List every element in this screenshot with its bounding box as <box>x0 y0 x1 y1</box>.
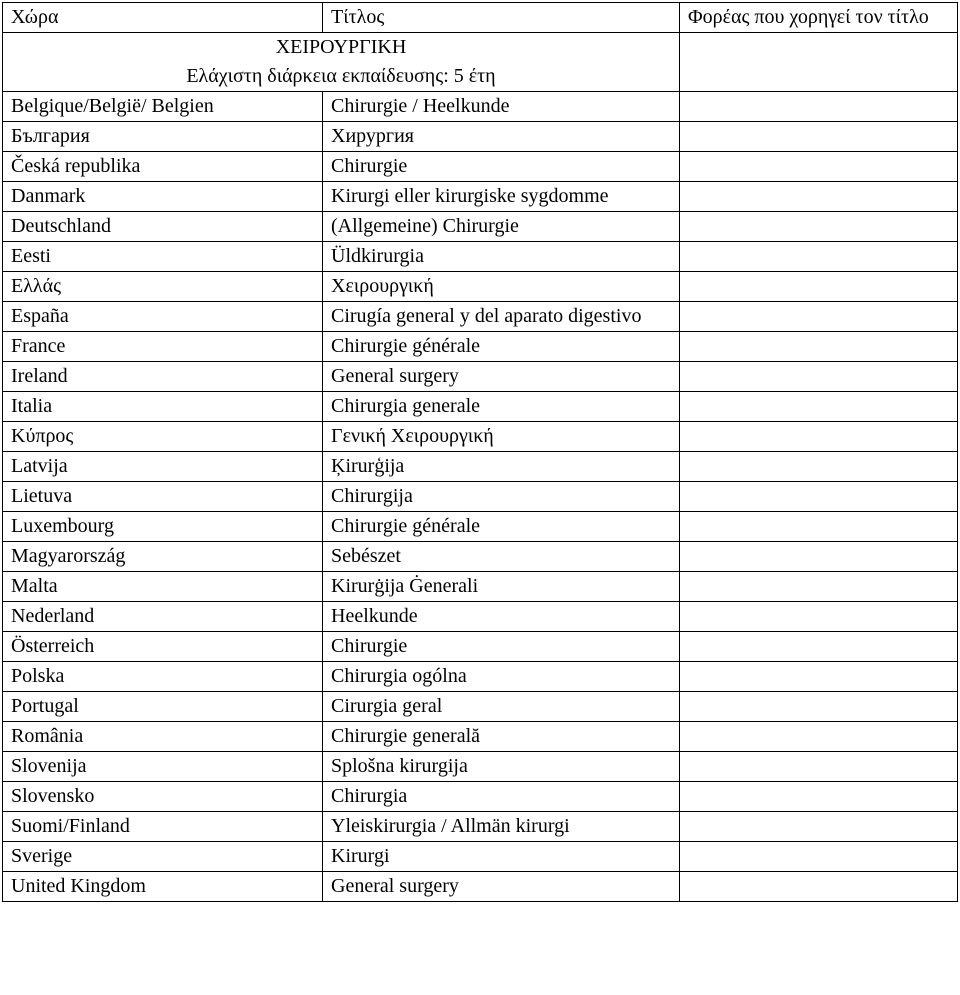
title-cell: Heelkunde <box>323 602 680 632</box>
country-cell: Malta <box>3 572 323 602</box>
title-cell: Yleiskirurgia / Allmän kirurgi <box>323 812 680 842</box>
title-cell: (Allgemeine) Chirurgie <box>323 212 680 242</box>
table-row <box>3 362 958 392</box>
awarding-body-cell <box>680 542 958 572</box>
table-row <box>3 722 958 752</box>
title-cell: Chirurgia ogólna <box>323 662 680 692</box>
awarding-body-cell <box>680 152 958 182</box>
specialty-duration: Ελάχιστη διάρκεια εκπαίδευσης: 5 έτη <box>186 65 496 87</box>
awarding-body-cell <box>680 122 958 152</box>
table-row <box>3 212 958 242</box>
country-cell: Österreich <box>3 632 323 662</box>
awarding-body-cell <box>680 482 958 512</box>
table-row <box>3 842 958 872</box>
awarding-body-cell <box>680 92 958 122</box>
table-row <box>3 872 958 902</box>
country-cell: Česká republika <box>3 152 323 182</box>
country-cell: Luxembourg <box>3 512 323 542</box>
awarding-body-cell <box>680 752 958 782</box>
title-cell: General surgery <box>323 362 680 392</box>
awarding-body-cell <box>680 692 958 722</box>
awarding-body-cell <box>680 662 958 692</box>
awarding-body-cell <box>680 242 958 272</box>
table-row <box>3 632 958 662</box>
title-cell: Chirurgie / Heelkunde <box>323 92 680 122</box>
table-row <box>3 482 958 512</box>
country-cell: Danmark <box>3 182 323 212</box>
awarding-body-cell <box>680 452 958 482</box>
table-row <box>3 572 958 602</box>
table-row <box>3 422 958 452</box>
country-cell: Ireland <box>3 362 323 392</box>
table-row <box>3 272 958 302</box>
country-cell: Κύπρος <box>3 422 323 452</box>
table-row <box>3 542 958 572</box>
awarding-body-cell <box>680 272 958 302</box>
country-cell: Polska <box>3 662 323 692</box>
title-cell: Sebészet <box>323 542 680 572</box>
title-cell: Chirurgija <box>323 482 680 512</box>
table-row <box>3 452 958 482</box>
table-row <box>3 152 958 182</box>
header-title: Τίτλος <box>323 3 680 33</box>
title-cell: Chirurgie générale <box>323 332 680 362</box>
awarding-body-cell <box>680 812 958 842</box>
country-cell: Slovenija <box>3 752 323 782</box>
table-row <box>3 782 958 812</box>
country-cell: România <box>3 722 323 752</box>
awarding-body-cell <box>680 512 958 542</box>
surgery-titles-table <box>2 2 958 902</box>
title-cell: Chirurgie <box>323 632 680 662</box>
table-row <box>3 692 958 722</box>
country-cell: Sverige <box>3 842 323 872</box>
country-cell: Nederland <box>3 602 323 632</box>
awarding-body-cell <box>680 842 958 872</box>
title-cell: Splošna kirurgija <box>323 752 680 782</box>
table-row <box>3 752 958 782</box>
title-cell: Chirurgie generală <box>323 722 680 752</box>
specialty-name: ΧΕΙΡΟΥΡΓΙΚΗ <box>275 36 407 58</box>
title-cell: Chirurgia <box>323 782 680 812</box>
awarding-body-cell <box>680 212 958 242</box>
country-cell: България <box>3 122 323 152</box>
table-row <box>3 662 958 692</box>
awarding-body-cell <box>680 332 958 362</box>
country-cell: Belgique/België/ Belgien <box>3 92 323 122</box>
awarding-body-cell <box>680 782 958 812</box>
country-cell: Lietuva <box>3 482 323 512</box>
title-cell: Хирургия <box>323 122 680 152</box>
table-row <box>3 122 958 152</box>
title-cell: General surgery <box>323 872 680 902</box>
awarding-body-cell <box>680 362 958 392</box>
specialty-cell <box>3 33 680 92</box>
table-row <box>3 602 958 632</box>
title-cell: Ķirurģija <box>323 452 680 482</box>
title-cell: Χειρουργική <box>323 272 680 302</box>
title-cell: Kirurgi eller kirurgiske sygdomme <box>323 182 680 212</box>
title-cell: Cirurgia geral <box>323 692 680 722</box>
awarding-body-cell <box>680 392 958 422</box>
title-cell: Kirurgi <box>323 842 680 872</box>
awarding-body-cell <box>680 572 958 602</box>
header-awarding-body: Φορέας που χορηγεί τον τίτλο <box>680 3 958 33</box>
country-cell: Ελλάς <box>3 272 323 302</box>
awarding-body-cell <box>680 182 958 212</box>
country-cell: United Kingdom <box>3 872 323 902</box>
title-cell: Chirurgie <box>323 152 680 182</box>
awarding-body-cell <box>680 602 958 632</box>
awarding-body-cell <box>680 632 958 662</box>
awarding-body-cell <box>680 422 958 452</box>
awarding-body-cell <box>680 722 958 752</box>
table-row <box>3 332 958 362</box>
table-row <box>3 512 958 542</box>
country-cell: Suomi/Finland <box>3 812 323 842</box>
title-cell: Üldkirurgia <box>323 242 680 272</box>
table-row <box>3 302 958 332</box>
specialty-empty-cell <box>680 33 958 92</box>
awarding-body-cell <box>680 872 958 902</box>
country-cell: Italia <box>3 392 323 422</box>
table-row <box>3 182 958 212</box>
table-row <box>3 392 958 422</box>
header-row <box>3 3 958 33</box>
title-cell: Γενική Χειρουργική <box>323 422 680 452</box>
title-cell: Kirurġija Ġenerali <box>323 572 680 602</box>
specialty-row <box>3 33 958 92</box>
country-cell: France <box>3 332 323 362</box>
country-cell: Magyarország <box>3 542 323 572</box>
table-row <box>3 812 958 842</box>
table-row <box>3 242 958 272</box>
awarding-body-cell <box>680 302 958 332</box>
country-cell: Portugal <box>3 692 323 722</box>
title-cell: Chirurgia generale <box>323 392 680 422</box>
country-cell: Slovensko <box>3 782 323 812</box>
title-cell: Chirurgie générale <box>323 512 680 542</box>
country-cell: España <box>3 302 323 332</box>
country-cell: Latvija <box>3 452 323 482</box>
country-cell: Deutschland <box>3 212 323 242</box>
country-cell: Eesti <box>3 242 323 272</box>
table-row <box>3 92 958 122</box>
title-cell: Cirugía general y del aparato digestivo <box>323 302 680 332</box>
header-country: Χώρα <box>3 3 323 33</box>
